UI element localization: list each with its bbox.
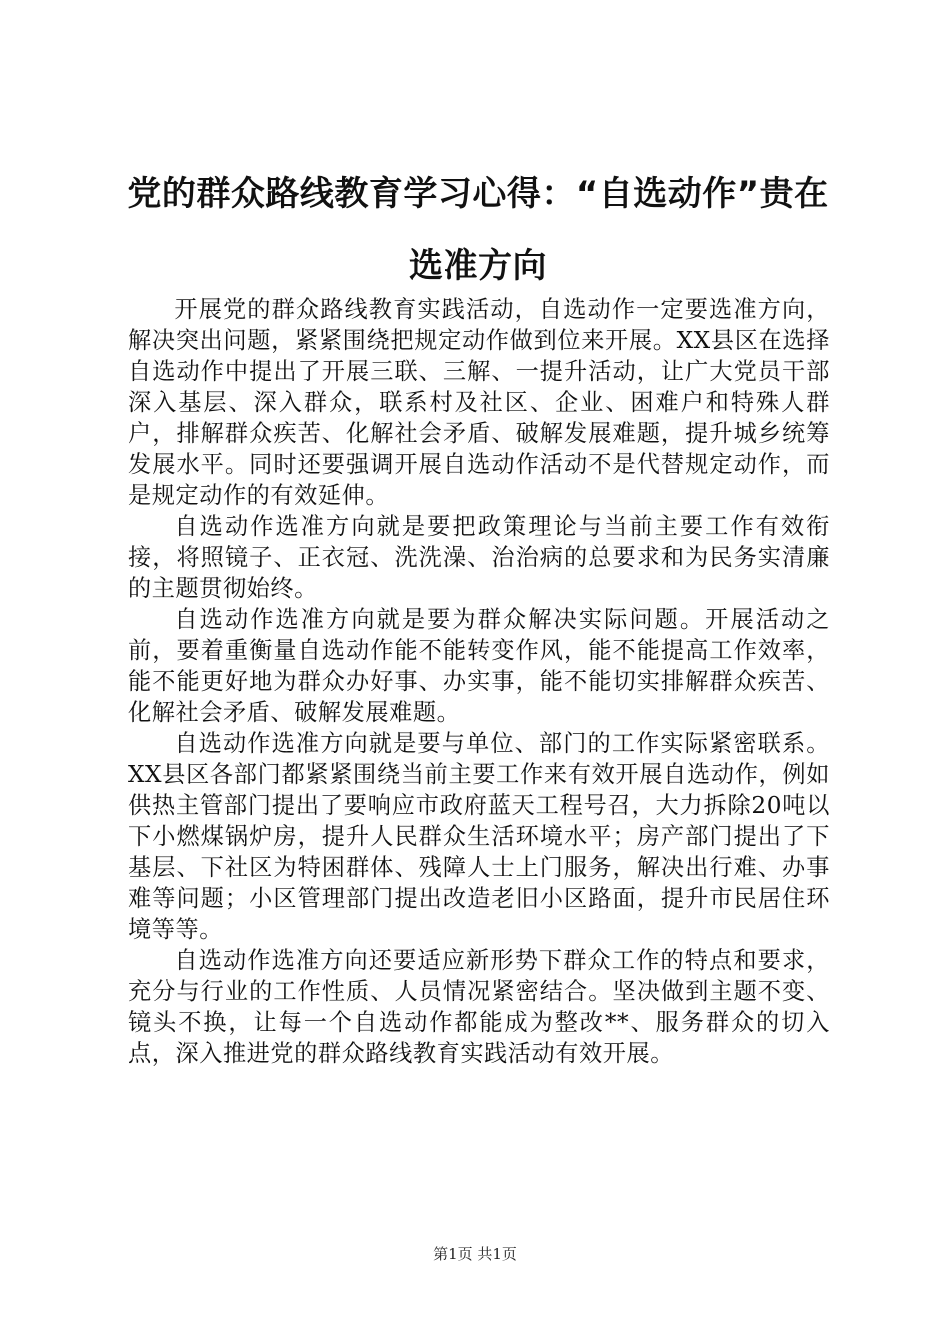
page-number-footer: 第1页 共1页 <box>433 1245 517 1263</box>
paragraph-4: 自选动作选准方向就是要与单位、部门的工作实际紧密联系。XX县区各部门都紧紧围绕当前主要工作来有效开展自选动作，例如供热主管部门提出了要响应市政府蓝天工程号召，大力拆除20吨以下小燃煤锅炉房，提升人民群众生活环境水平；房产部门提出了下基层、下社区为特困群体、残障人士上门服务，解决出行难、办事难等问题；小区管理部门提出改造老旧小区路面，提升市民居住环境等等。 <box>128 730 830 943</box>
document-body <box>128 294 830 1069</box>
paragraph-1: 开展党的群众路线教育实践活动，自选动作一定要选准方向，解决突出问题，紧紧围绕把规定动作做到位来开展。XX县区在选择自选动作中提出了开展三联、三解、一提升活动，让广大党员干部深入基层、深入群众，联系村及社区、企业、困难户和特殊人群户，排解群众疾苦、化解社会矛盾、破解发展难题，提升城乡统筹发展水平。同时还要强调开展自选动作活动不是代替规定动作，而是规定动作的有效延伸。 <box>128 296 830 509</box>
document-title: 党的群众路线教育学习心得：“自选动作”贵在选准方向 <box>127 174 829 286</box>
paragraph-5: 自选动作选准方向还要适应新形势下群众工作的特点和要求，充分与行业的工作性质、人员情况紧密结合。坚决做到主题不变、镜头不换，让每一个自选动作都能成为整改**、服务群众的切入点，深入推进党的群众路线教育实践活动有效开展。 <box>128 947 830 1067</box>
paragraph-3: 自选动作选准方向就是要为群众解决实际问题。开展活动之前，要着重衡量自选动作能不能转变作风，能不能提高工作效率，能不能更好地为群众办好事、办实事，能不能切实排解群众疾苦、化解社会矛盾、破解发展难题。 <box>128 606 830 726</box>
paragraph-2: 自选动作选准方向就是要把政策理论与当前主要工作有效衔接，将照镜子、正衣冠、洗洗澡、治治病的总要求和为民务实清廉的主题贯彻始终。 <box>128 513 830 602</box>
